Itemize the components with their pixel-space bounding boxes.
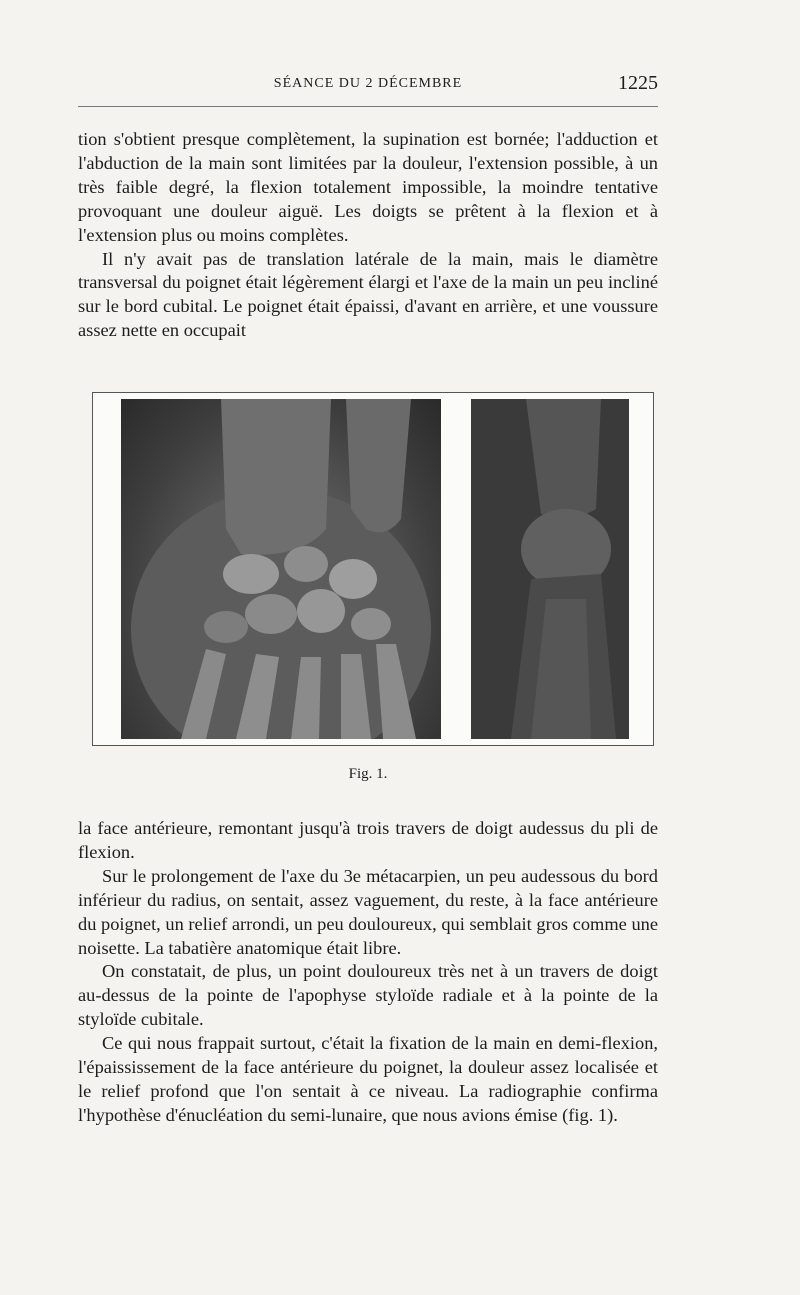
header-rule <box>78 106 658 107</box>
paragraph: Ce qui nous frappait surtout, c'était la fixation de la main en demi-flexion, l'épaississement de la face antérieure du poignet, la douleur assez localisée et le relief profond que l'on sentait à ce niveau. La radiographie confirma l'hypothèse d'énucléation du semi-lunaire, que nous avions émise (fig. 1). <box>78 1033 658 1125</box>
paragraph: On constatait, de plus, un point douloureux très net à un travers de doigt au-dessus de la pointe de l'apophyse styloïde radiale et à la pointe de la styloïde cubitale. <box>78 961 658 1030</box>
xray-lateral-illustration <box>471 399 629 739</box>
text-block-bottom <box>78 817 658 1128</box>
paragraph: la face antérieure, remontant jusqu'à trois travers de doigt audessus du pli de flexion. <box>78 818 658 862</box>
xray-frontal-illustration <box>121 399 441 739</box>
figure-caption: Fig. 1. <box>348 766 388 782</box>
page-number: 1225 <box>618 72 658 94</box>
radiograph-figure <box>92 392 654 746</box>
running-title: SÉANCE DU 2 DÉCEMBRE <box>273 76 463 91</box>
running-head <box>78 72 658 98</box>
xray-frontal-view <box>121 399 441 739</box>
paragraph: tion s'obtient presque complètement, la supination est bornée; l'adduction et l'abduction de la main sont limitées par la douleur, l'extension possible, à un très faible degré, la flexion totalement impossible, la moindre tentative provoquant une douleur aiguë. Les doigts se prêtent à la flexion et à l'extension plus ou moins complètes. <box>78 129 658 245</box>
paragraph: Il n'y avait pas de translation latérale de la main, mais le diamètre transversal du poignet était légèrement élargi et l'axe de la main un peu incliné sur le bord cubital. Le poignet était épaissi, d'avant en arrière, et une voussure assez nette en occupait <box>78 248 658 341</box>
xray-lateral-view <box>471 399 629 739</box>
paragraph: Sur le prolongement de l'axe du 3e métacarpien, un peu audessous du bord inférieur du radius, on sentait, assez vaguement, du reste, à la face antérieure du poignet, un relief arrondi, un peu douloureux, qui semblait gros comme une noisette. La tabatière anatomique était libre. <box>78 865 658 958</box>
text-block-top <box>78 128 658 343</box>
